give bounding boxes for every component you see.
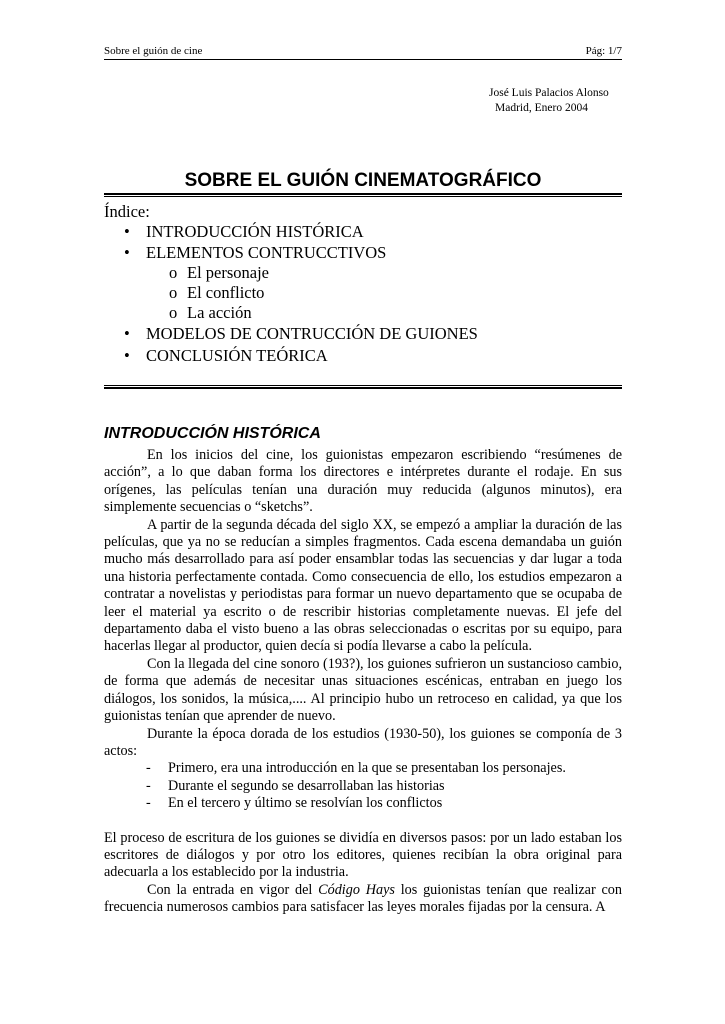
toc-item-label: MODELOS DE CONTRUCCIÓN DE GUIONES bbox=[146, 324, 478, 343]
dash-bullet: - bbox=[146, 777, 151, 794]
bullet-icon: • bbox=[124, 346, 130, 365]
toc-item-introduccion bbox=[124, 222, 364, 242]
toc-divider bbox=[104, 385, 622, 389]
circle-bullet-icon: o bbox=[169, 263, 178, 282]
document-title: SOBRE EL GUIÓN CINEMATOGRÁFICO bbox=[184, 170, 542, 191]
list-item bbox=[104, 760, 622, 777]
list-item-text: Durante el segundo se desarrollaban las historias bbox=[168, 777, 445, 794]
toc-item-elementos bbox=[124, 243, 386, 263]
toc-item-conclusion bbox=[124, 346, 328, 366]
toc-item-label: INTRODUCCIÓN HISTÓRICA bbox=[146, 222, 364, 241]
dash-bullet: - bbox=[146, 795, 151, 812]
author-name: José Luis Palacios Alonso bbox=[489, 87, 609, 99]
toc-subitem-personaje bbox=[169, 263, 269, 283]
toc-subitem-conflicto bbox=[169, 283, 264, 303]
section-heading: INTRODUCCIÓN HISTÓRICA bbox=[104, 425, 321, 442]
paragraph: En los inicios del cine, los guionistas empezaron escribiendo “resúmenes de acción”, a lo que daban forma los directores e intérpretes durante el rodaje. En sus orígenes, las películas tenían una duración muy reducida (algunos minutos), era simplemente secuencias o “sketchs”. bbox=[104, 447, 622, 516]
dash-bullet: - bbox=[146, 760, 151, 777]
toc-item-label: ELEMENTOS CONTRUCCTIVOS bbox=[146, 243, 387, 262]
list-item-text: Primero, era una introducción en la que se presentaban los personajes. bbox=[168, 760, 566, 777]
list-item bbox=[104, 795, 622, 812]
paragraph: Durante la época dorada de los estudios (1930-50), los guiones se componía de 3 actos: bbox=[104, 725, 622, 759]
bullet-icon: • bbox=[124, 222, 130, 241]
circle-bullet-icon: o bbox=[169, 283, 178, 302]
paragraph-text: los guionistas tenían que realizar con frecuencia numerosos cambios para satisfacer las leyes morales fijadas por la censura. A bbox=[104, 881, 622, 916]
section-body bbox=[104, 447, 622, 917]
toc-heading: Índice: bbox=[104, 202, 150, 221]
paragraph: El proceso de escritura de los guiones se dividía en diversos pasos: por un lado estaban los escritores de diálogos y por otro los editores, quienes recibían la obra original para adecuarla a los establecido por la industria. bbox=[104, 829, 622, 881]
bullet-icon: • bbox=[124, 324, 130, 343]
toc-subitem-label: El personaje bbox=[187, 263, 270, 282]
title-divider bbox=[104, 193, 622, 197]
paragraph-text: Con la entrada en vigor del bbox=[147, 881, 319, 898]
paragraph: Con la llegada del cine sonoro (193?), los guiones sufrieron un sustancioso cambio, de forma que además de necesitar unas situaciones escénicas, entraban en juego los diálogos, los sonidos, la música,.... Al principio hubo un retroceso en calidad, ya que los guionistas tenían que aprender de nuevo. bbox=[104, 655, 622, 725]
toc-item-modelos bbox=[124, 324, 478, 344]
toc-subitem-accion bbox=[169, 303, 252, 323]
codigo-hays-italic: Código Hays bbox=[318, 881, 395, 898]
page-header bbox=[104, 44, 622, 60]
toc-subitem-label: El conflicto bbox=[187, 283, 265, 302]
toc-subitem-label: La acción bbox=[187, 303, 252, 322]
toc-item-label: CONCLUSIÓN TEÓRICA bbox=[146, 346, 328, 365]
paragraph: A partir de la segunda década del siglo XX, se empezó a ampliar la duración de las películas, que ya no se reducían a simples fragmentos. Cada escena demandaba un guión mucho más desarrollado para así poder ensamblar todas las secuencias y dar lugar a toda una historia perfectamente contada. Como consecuencia de ello, los estudios empezaron a contratar a novelistas y periodistas para formar un nuevo departamento que se ocupaba de leer el material ya escrito o de rescribir historias completamente nuevas. El jefe del departamento daba el visto bueno a las obras seleccionadas o escritas por su equipo, para hacerlas llegar al productor, quien decía si podía llevarse a cabo la película. bbox=[104, 516, 622, 655]
acts-list bbox=[104, 760, 622, 812]
list-item-text: En el tercero y último se resolvían los conflictos bbox=[168, 795, 443, 812]
header-document-title: Sobre el guión de cine bbox=[104, 45, 203, 57]
list-item bbox=[104, 778, 622, 795]
author-place-date: Madrid, Enero 2004 bbox=[495, 102, 588, 114]
bullet-icon: • bbox=[124, 243, 130, 262]
author-block bbox=[489, 86, 609, 116]
paragraph bbox=[104, 882, 622, 917]
header-page-number: Pág: 1/7 bbox=[585, 45, 622, 57]
circle-bullet-icon: o bbox=[169, 303, 178, 322]
